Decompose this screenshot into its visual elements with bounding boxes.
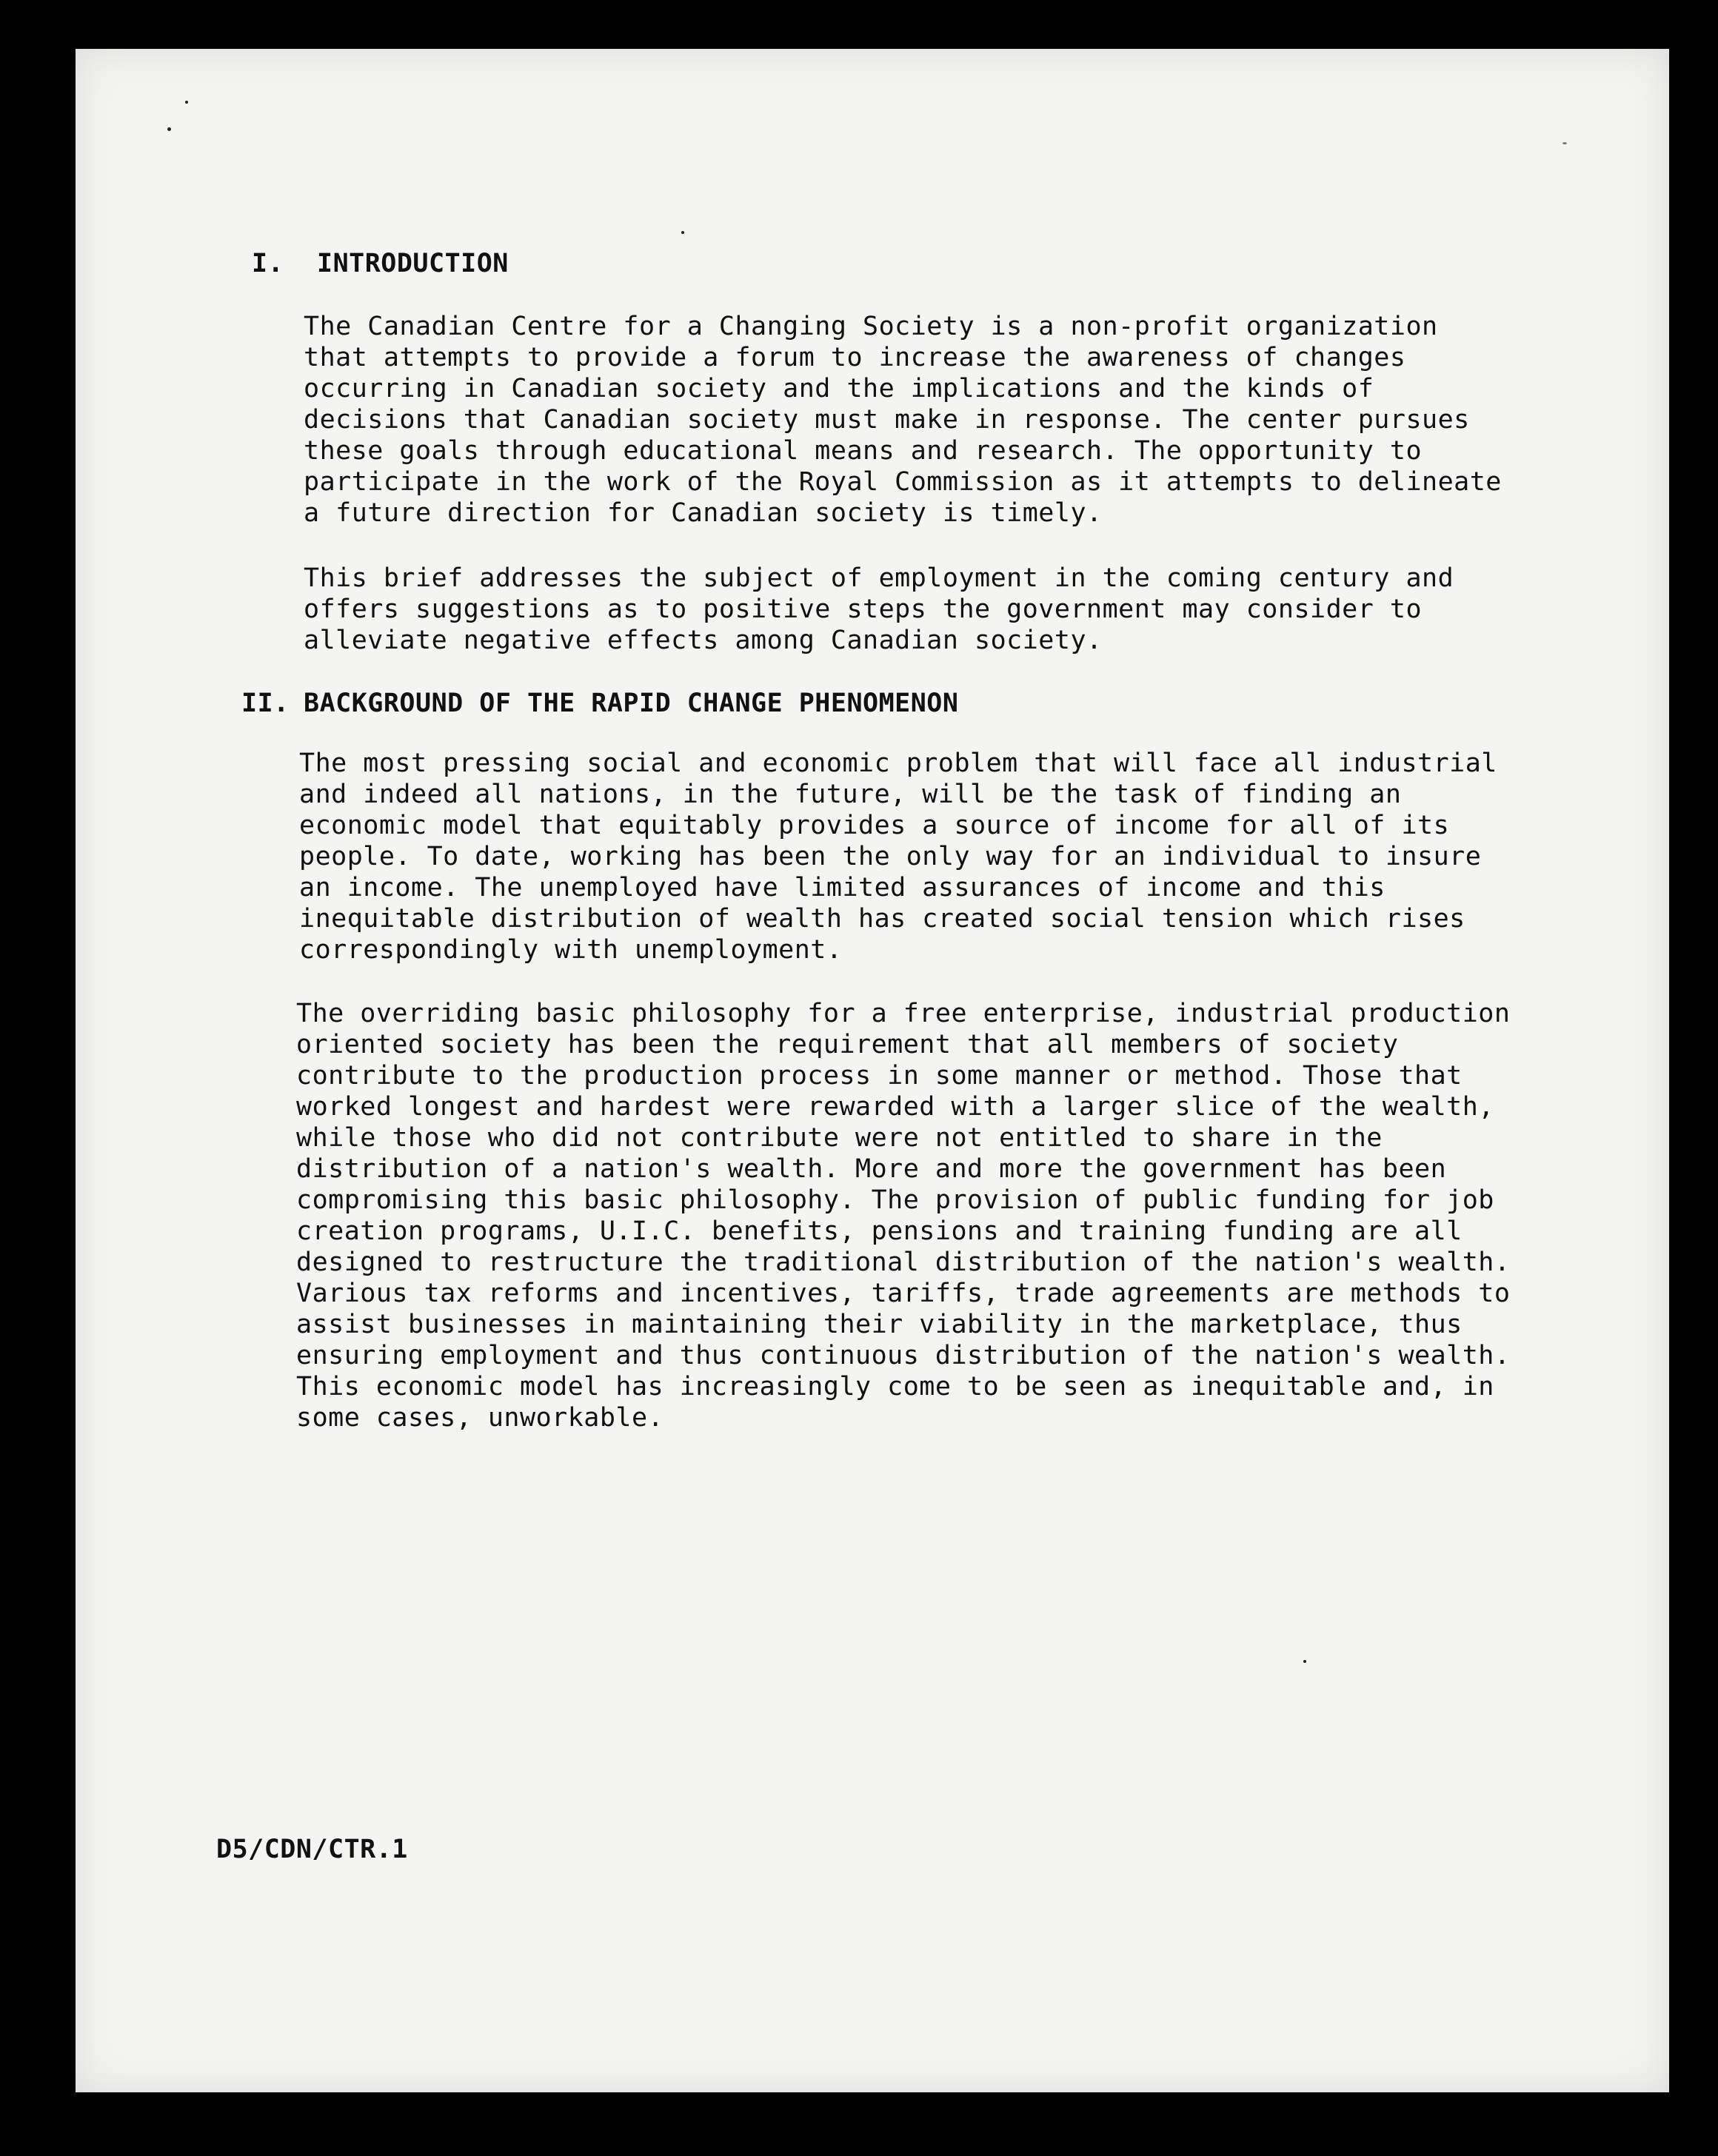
text-line: while those who did not contribute were not entitled to share in the <box>296 1123 1383 1153</box>
text-line: The overriding basic philosophy for a free enterprise, industrial production <box>296 999 1511 1028</box>
text-line: inequitable distribution of wealth has created social tension which rises <box>299 904 1465 934</box>
text-line: offers suggestions as to positive steps the government may consider to <box>304 595 1423 624</box>
scan-speck <box>1562 142 1567 144</box>
text-line: worked longest and hardest were rewarded with a larger slice of the wealth, <box>296 1092 1494 1122</box>
text-line: people. To date, working has been the only way for an individual to insure <box>299 842 1482 871</box>
text-line: oriented society has been the requirement that all members of society <box>296 1030 1399 1059</box>
text-line: Various tax reforms and incentives, tariffs, trade agreements are methods to <box>296 1279 1511 1308</box>
text-line: participate in the work of the Royal Commission as it attempts to delineate <box>304 467 1502 497</box>
paragraph-introduction-1 <box>304 311 1503 529</box>
text-line: distribution of a nation's wealth. More and more the government has been <box>296 1154 1447 1184</box>
scan-speck <box>185 101 188 104</box>
text-line: economic model that equitably provides a source of income for all of its <box>299 811 1450 840</box>
section-heading-introduction <box>252 249 509 278</box>
text-line: alleviate negative effects among Canadian society. <box>304 626 1103 655</box>
paragraph-introduction-2 <box>304 563 1503 656</box>
section-title: BACKGROUND OF THE RAPID CHANGE PHENOMENON <box>304 689 959 718</box>
text-line: correspondingly with unemployment. <box>299 935 843 965</box>
scan-speck <box>1303 1660 1306 1663</box>
text-line: This brief addresses the subject of employment in the coming century and <box>304 563 1454 593</box>
text-line: decisions that Canadian society must make in response. The center pursues <box>304 405 1470 435</box>
text-line: occurring in Canadian society and the implications and the kinds of <box>304 374 1374 404</box>
text-line: a future direction for Canadian society is timely. <box>304 498 1103 528</box>
text-line: some cases, unworkable. <box>296 1403 664 1433</box>
text-line: compromising this basic philosophy. The provision of public funding for job <box>296 1185 1494 1215</box>
text-line: these goals through educational means and research. The opportunity to <box>304 436 1423 466</box>
paragraph-background-2 <box>296 998 1511 1433</box>
text-line: ensuring employment and thus continuous distribution of the nation's wealth. <box>296 1341 1511 1370</box>
text-line: assist businesses in maintaining their viability in the marketplace, thus <box>296 1310 1463 1339</box>
text-line: This economic model has increasingly come to be seen as inequitable and, in <box>296 1372 1494 1402</box>
document-id: D5/CDN/CTR.1 <box>216 1835 408 1864</box>
text-line: designed to restructure the traditional distribution of the nation's wealth. <box>296 1248 1511 1277</box>
scan-speck <box>681 231 684 234</box>
section-number: II. <box>241 689 290 718</box>
section-title: INTRODUCTION <box>317 249 509 278</box>
scan-speck <box>167 127 171 131</box>
text-line: contribute to the production process in some manner or method. Those that <box>296 1061 1463 1091</box>
section-heading-background <box>241 689 958 718</box>
text-line: and indeed all nations, in the future, will be the task of finding an <box>299 780 1402 809</box>
paragraph-background-1 <box>299 748 1499 965</box>
text-line: The Canadian Centre for a Changing Society is a non-profit organization <box>304 312 1438 341</box>
text-line: The most pressing social and economic problem that will face all industrial <box>299 749 1497 778</box>
text-line: that attempts to provide a forum to increase the awareness of changes <box>304 343 1406 372</box>
section-number: I. <box>252 249 284 278</box>
text-line: an income. The unemployed have limited assurances of income and this <box>299 873 1386 903</box>
text-line: creation programs, U.I.C. benefits, pensions and training funding are all <box>296 1216 1463 1246</box>
